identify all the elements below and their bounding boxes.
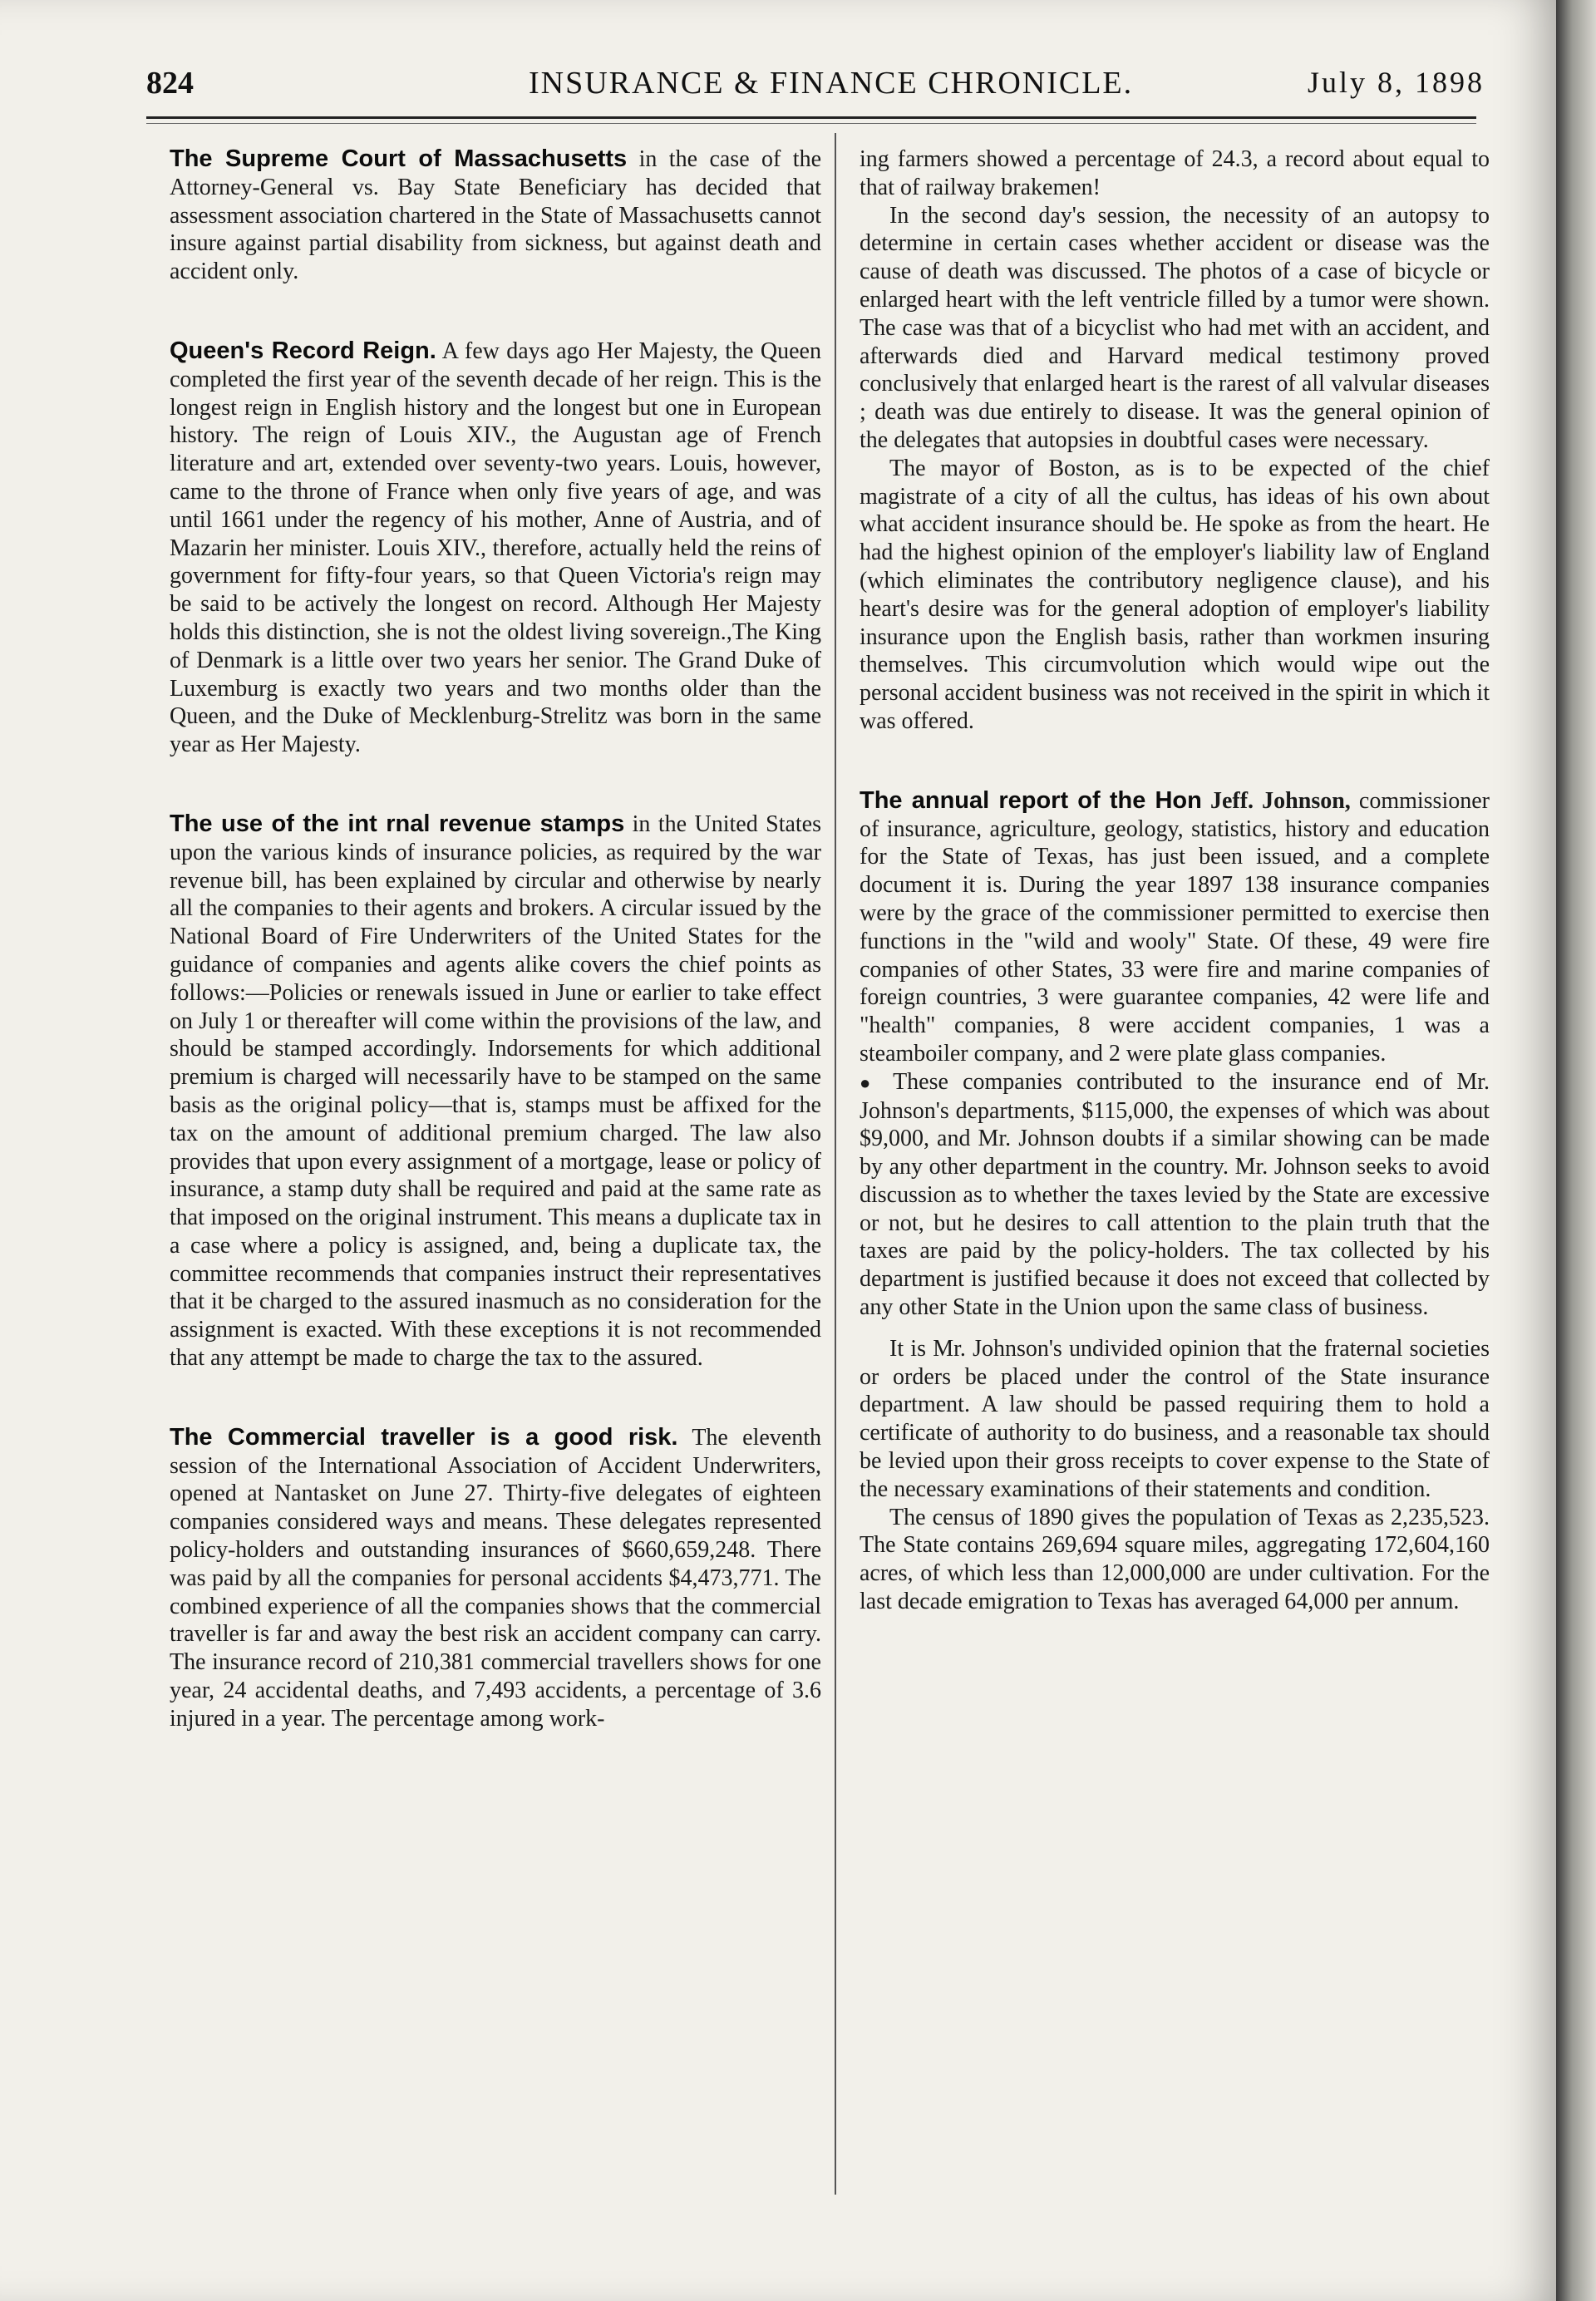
article-commercial-traveller <box>170 1424 821 1733</box>
article-queens-reign <box>170 338 821 759</box>
article-revenue-stamps <box>170 811 821 1372</box>
article-body: in the United States upon the various kinds of insurance policies, as required by the war revenue bill, has been explained by circular and otherwise by nearly all the companies to their agents and brokers. A circular issued by the National Board of Fire Underwriters of the United States for the guidance of companies and agents alike covers the chief points as follows:—Policies or renewals issued in June or earlier to take effect on July 1 or thereafter will come within the provisions of the law, and should be stamped accordingly. Indorsements for which additional premium is charged will necessarily have to be stamped on the same basis as the original policy—that is, stamps must be affixed for the tax on the amount of additional premium charged. The law also provides that upon every assignment of a mortgage, lease or policy of insurance, a stamp duty shall be required and paid at the same rate as that imposed on the original instrument. This means a duplicate tax in a case where a policy is assigned, and, being a duplicate tax, the committee recommends that companies instruct their representatives that it be charged to the assured inasmuch as no consideration for the assignment is exacted. With these exceptions it is not recommended that any attempt be made to charge the tax to the assured. <box>170 811 822 1372</box>
article-body: in the case of the Attorney-General vs. Bay State Beneficiary has decided that assessment association chartered in the State of Massachusetts cannot insure against partial disability from sickness, but against death and accident only. <box>170 146 821 285</box>
article-supreme-court <box>170 145 821 286</box>
journal-title: INSURANCE & FINANCE CHRONICLE. <box>529 66 1134 101</box>
header-rule <box>146 116 1476 119</box>
article-paragraph: It is Mr. Johnson's undivided opinion that the fraternal societies or orders be placed under the control of the State insurance department. A law should be passed requiring them to hold a certificate of authority to do business, and a reasonable tax should be levied upon their gross receipts to cover expense to the State of the necessary examinations of their statements and condition. <box>860 1335 1490 1502</box>
article-text <box>860 787 1490 1068</box>
adjacent-page-edge <box>1556 0 1596 2301</box>
article-body: The eleventh session of the International Association of Accident Underwriters, opened at Nantasket on June 27. Thirty-five delegates of eighteen companies considered ways and means. These delegates represented policy-holders and outstanding insurances of $660,659,248. There was paid by all the companies for personal accidents $4,473,771. The combined experience of all the companies shows that the commercial traveller is far and away the best risk an accident company can carry. The insurance record of 210,381 commercial travellers shows for one year, 24 accidental deaths, and 7,493 accidents, a percentage of 3.6 injured in a year. The percentage among work- <box>170 1424 821 1732</box>
article-heading: The Supreme Court of Massachusetts <box>170 145 628 172</box>
article-text <box>170 1424 821 1733</box>
article-body: commissioner of insurance, agriculture, geology, statistics, history and education for the State of Texas, has just been issued, and a complete document it is. During the year 1897 138 insurance companies were by the grace of the commissioner permitted to exercise then functions in the "wild and wooly" State. Of these, 49 were fire companies of other States, 33 were fire and marine companies of foreign countries, 3 were guarantee companies, 42 were life and "health" companies, 8 were accident companies, 1 was a steamboiler company, and 2 were plate glass companies. <box>860 787 1490 1067</box>
article-heading: The annual report of the Hon <box>860 786 1202 814</box>
article-paragraph <box>860 1068 1490 1322</box>
article-paragraph: The census of 1890 gives the population of Texas as 2,235,523. The State contains 269,694 square miles, aggregating 172,604,160 acres, of which less than 12,000,000 are under cultivation. For the last decade emigration to Texas has averaged 64,000 per annum. <box>860 1504 1490 1615</box>
continuation-paragraph: ing farmers showed a percentage of 24.3, a record about equal to that of railway brakemen! <box>860 146 1490 200</box>
article-heading-rest: Jeff. Johnson, <box>1209 787 1351 814</box>
article-heading: The Commercial traveller is a good risk. <box>170 1423 678 1451</box>
article-texas-report <box>860 787 1490 1616</box>
continuation-paragraph: The mayor of Boston, as is to be expected of the chief magistrate of a city of all the cultus, has ideas of his own about what accident insurance should be. He spoke as from the heart. He had the highest opinion of the employer's liability law of England (which eliminates the contributory negligence clause), and his heart's desire was for the general adoption of employer's liability insurance upon the English basis, rather than workmen insuring themselves. This circumvolution which would wipe out the personal accident business was not received in the spirit in which it was offered. <box>860 455 1490 734</box>
left-column <box>170 145 821 1785</box>
issue-date: July 8, 1898 <box>1307 66 1485 99</box>
article-text <box>170 145 821 286</box>
article-continuation <box>860 145 1490 736</box>
article-body: A few days ago Her Majesty, the Queen completed the first year of the seventh decade of her reign. This is the longest reign in English history and the longest but one in European history. The reign of Louis XIV., the Augustan age of French literature and art, extended over seventy-two years. Louis, however, came to the throne of France when only five years of age, and was until 1661 under the regency of his mother, Anne of Austria, and of Mazarin her minister. Louis XIV., therefore, actually held the reins of government for fifty-four years, so that Queen Victoria's reign may be said to be actively the longest on record. Although Her Majesty holds this distinction, she is not the oldest living sovereign.,The King of Denmark is a little over two years her senior. The Grand Duke of Luxemburg is exactly two years and two months older than the Queen, and the Duke of Mecklenburg-Strelitz was born in the same year as Her Majesty. <box>170 338 821 758</box>
article-body: These companies contributed to the insurance end of Mr. Johnson's departments, $115,000, the expenses of which was about $9,000, and Mr. Johnson doubts if a similar showing can be made by any other department in the country. Mr. Johnson seeks to avoid discussion as to whether the taxes levied by the State are excessive or not, but he desires to call attention to the plain truth that the taxes are paid by the policy-holders. The tax collected by his department is justified because it does not exceed that collected by any other State in the Union upon the same class of business. <box>860 1068 1490 1321</box>
header-rule-thin <box>146 123 1476 124</box>
right-column <box>860 145 1490 1668</box>
column-divider <box>835 133 836 2195</box>
article-text <box>170 338 821 759</box>
article-heading: Queen's Record Reign. <box>170 337 436 364</box>
continuation-paragraph: In the second day's session, the necessity of an autopsy to determine in certain cases whether accident or disease was the cause of death was discussed. The photos of a case of bicycle or enlarged heart with the left ventricle filled by a tumor were shown. The case was that of a bicyclist who had met with an accident, and afterwards died and Harvard medical testimony proved conclusively that enlarged heart is the rarest of all valvular diseases ; death was due entirely to disease. It was the general opinion of the delegates that autopsies in doubtful cases were necessary. <box>860 202 1490 453</box>
page-header <box>146 65 1485 108</box>
article-text <box>170 811 821 1372</box>
bullet-icon: ● <box>860 1072 879 1093</box>
page-number: 824 <box>146 66 194 101</box>
article-heading: The use of the int rnal revenue stamps <box>170 810 625 837</box>
